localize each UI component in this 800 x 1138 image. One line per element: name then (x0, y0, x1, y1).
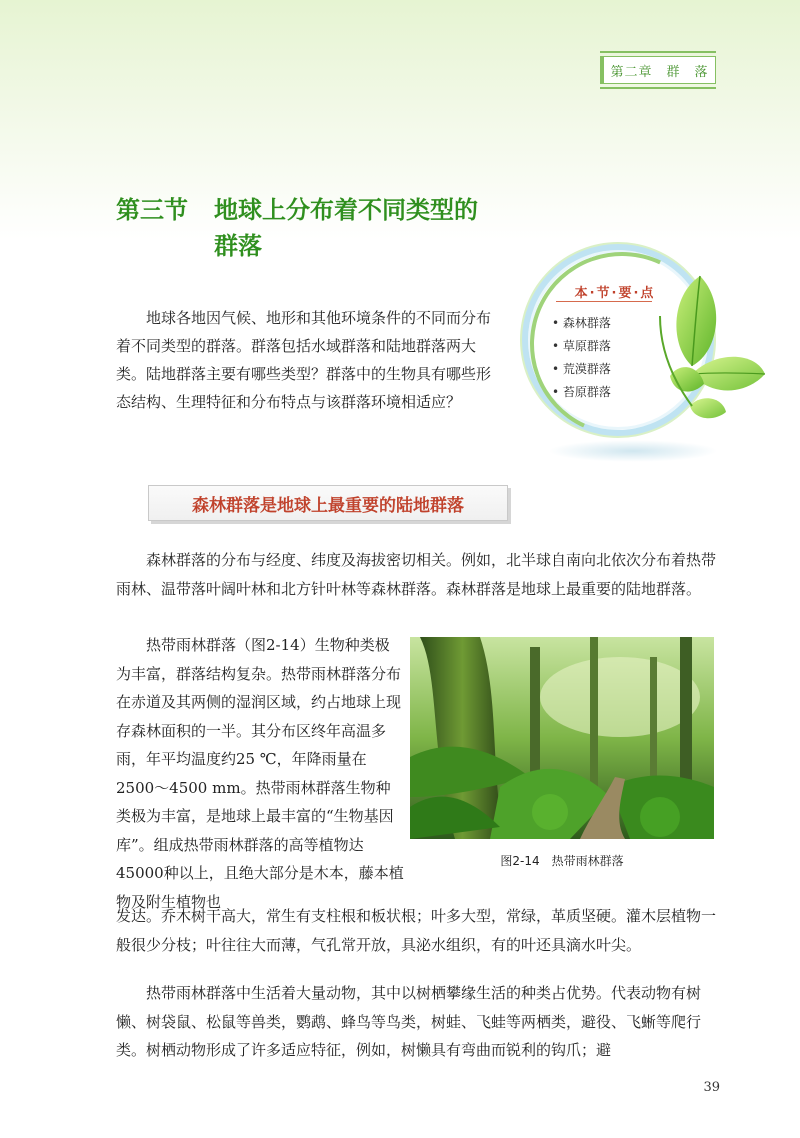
key-point-item: • 苔原群落 (552, 381, 611, 404)
paragraph-1: 森林群落的分布与经度、纬度及海拔密切相关。例如，北半球自南向北依次分布着热带雨林、温带落叶阔叶林和北方针叶林等森林群落。森林群落是地球上最重要的陆地群落。 (116, 551, 717, 598)
ring-shadow (548, 440, 718, 462)
leaf-decoration-icon (630, 256, 770, 426)
key-point-item: • 荒漠群落 (552, 358, 611, 381)
chapter-label: 第二章 群 落 (610, 64, 709, 80)
section-number: 第三节 (116, 196, 188, 224)
key-point-item: • 草原群落 (552, 335, 611, 358)
paragraph-2: 热带雨林群落（图2-14）生物种类极为丰富，群落结构复杂。热带雨林群落分布在赤道及其两侧的湿润区域，约占地球上现存森林面积的一半。其分布区终年高温多雨，年平均温度约25 ℃，年降雨量在2500～4500 mm。热带雨林群落生物种类极为丰富，是地球上最丰富的“生物基因库”。组成热带雨林群落的高等植物达45000种以上，且绝大部分是木本，藤本植物及附生植物也 (116, 636, 404, 911)
figure-caption: 图2-14 热带雨林群落 (500, 854, 624, 868)
page-number: 39 (703, 1080, 720, 1095)
paragraph-3: 热带雨林群落中生活着大量动物，其中以树栖攀缘生活的种类占优势。代表动物有树懒、树袋鼠、松鼠等兽类，鹦鹉、蜂鸟等鸟类，树蛙、飞蛙等两栖类，避役、飞蜥等爬行类。树栖动物形成了许多适应特征，例如，树懒具有弯曲而锐利的钩爪；避 (116, 984, 702, 1059)
intro-paragraph: 地球各地因气候、地形和其他环境条件的不同而分布着不同类型的群落。群落包括水域群落和陆地群落两大类。陆地群落主要有哪些类型？群落中的生物具有哪些形态结构、生理特征和分布特点与该群落环境相适应？ (116, 309, 492, 411)
paragraph-2-continued: 发达。乔木树干高大，常生有支柱根和板状根；叶多大型，常绿，革质坚硬。灌木层植物一般很少分枝；叶往往大而薄，气孔常开放，具泌水组织，有的叶还具滴水叶尖。 (116, 907, 717, 954)
chapter-tab (600, 56, 716, 84)
key-points-title: 本·节·要·点 (574, 286, 656, 301)
subheading-box (148, 485, 508, 521)
key-point-item: • 森林群落 (552, 312, 611, 335)
section-title-line1: 地球上分布着不同类型的 (214, 196, 478, 224)
rainforest-photo (410, 637, 714, 839)
subheading-text: 森林群落是地球上最重要的陆地群落 (192, 495, 464, 516)
section-title (116, 192, 516, 264)
key-points-list (552, 312, 611, 404)
section-title-line2: 群落 (214, 232, 262, 260)
